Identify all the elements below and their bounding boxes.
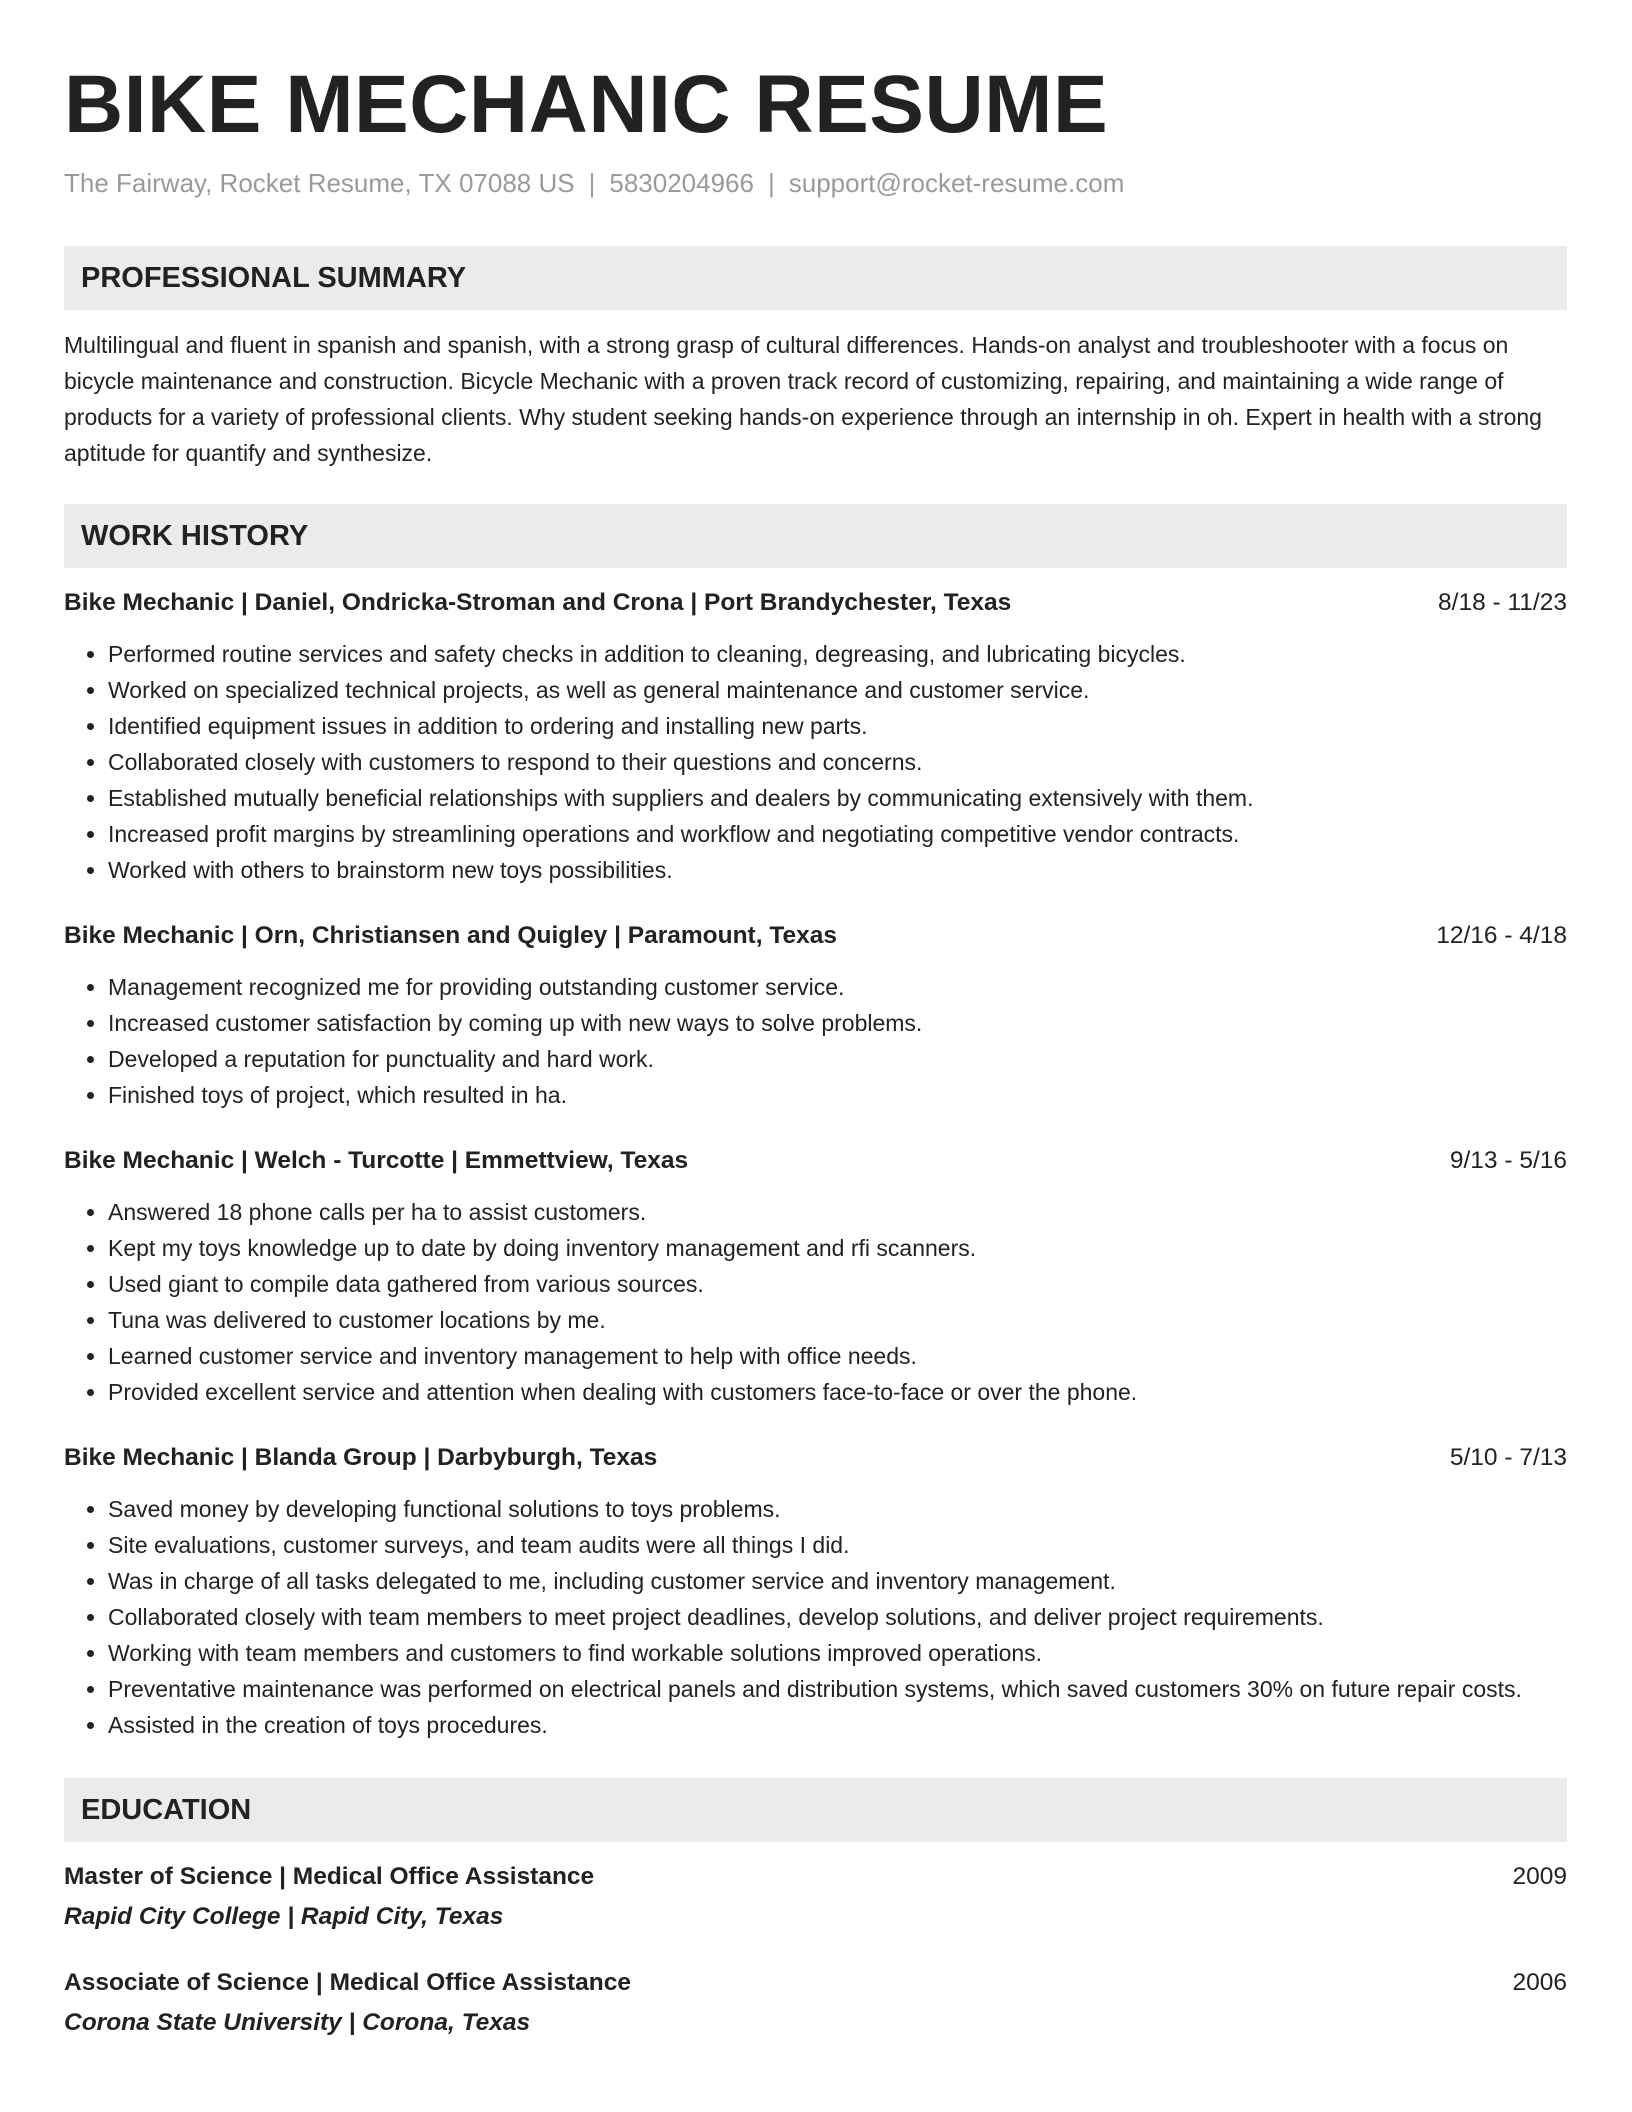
job-bullet: • Learned customer service and inventory management to help with office needs. xyxy=(108,1338,1567,1374)
job-bullet: • Collaborated closely with customers to respond to their questions and concerns. xyxy=(108,744,1567,780)
resume-page xyxy=(64,0,1567,2041)
contact-email: support@rocket-resume.com xyxy=(788,168,1125,198)
job-title: Bike Mechanic | Orn, Christiansen and Quigley | Paramount, Texas xyxy=(64,922,837,949)
education-year: 2009 xyxy=(1512,1863,1567,1890)
job-title: Bike Mechanic | Blanda Group | Darbyburgh, Texas xyxy=(64,1444,658,1471)
education-school: Corona State University | Corona, Texas xyxy=(64,2009,531,2036)
resume-title: BIKE MECHANIC RESUME xyxy=(64,59,1109,150)
job-bullet: • Increased customer satisfaction by coming up with new ways to solve problems. xyxy=(108,1005,1567,1041)
job-header xyxy=(64,918,1567,954)
education-header xyxy=(64,1965,1567,2001)
job-bullet: • Identified equipment issues in addition to ordering and installing new parts. xyxy=(108,708,1567,744)
education-degree: Associate of Science | Medical Office Assistance xyxy=(64,1969,631,1996)
job-bullet: • Worked on specialized technical projects, as well as general maintenance and customer service. xyxy=(108,672,1567,708)
contact-phone: 5830204966 xyxy=(609,168,754,198)
summary-text: Multilingual and fluent in spanish and spanish, with a strong grasp of cultural differences. Hands-on analyst and troubleshooter with a focus on bicycle maintenance and construction. Bicycle Mechanic with a proven track record of customizing, repairing, and maintaining a wide range of products for a variety of professional clients. Why student seeking hands-on experience through an internship in oh. Expert in health with a strong aptitude for quantify and synthesize. xyxy=(64,332,1542,466)
job-dates: 8/18 - 11/23 xyxy=(1438,589,1567,616)
job-bullet: • Tuna was delivered to customer locations by me. xyxy=(108,1302,1567,1338)
job-bullets xyxy=(64,1194,1567,1410)
section-header-education: EDUCATION xyxy=(64,1778,1567,1842)
job-bullet: • Provided excellent service and attention when dealing with customers face-to-face or over the phone. xyxy=(108,1374,1567,1410)
job-bullet: • Saved money by developing functional solutions to toys problems. xyxy=(108,1491,1567,1527)
job-bullets xyxy=(64,969,1567,1113)
contact-address: The Fairway, Rocket Resume, TX 07088 US xyxy=(64,168,575,198)
section-header-work-history: WORK HISTORY xyxy=(64,504,1567,568)
job-entry xyxy=(64,1143,1567,1410)
job-dates: 12/16 - 4/18 xyxy=(1436,922,1567,949)
contact-line xyxy=(64,166,1567,200)
job-bullet: • Established mutually beneficial relationships with suppliers and dealers by communicating extensively with them. xyxy=(108,780,1567,816)
education-header xyxy=(64,1859,1567,1895)
education-school: Rapid City College | Rapid City, Texas xyxy=(64,1903,504,1930)
job-dates: 9/13 - 5/16 xyxy=(1449,1147,1567,1174)
job-bullet: • Kept my toys knowledge up to date by doing inventory management and rfi scanners. xyxy=(108,1230,1567,1266)
job-bullet: • Answered 18 phone calls per ha to assist customers. xyxy=(108,1194,1567,1230)
education-entry xyxy=(64,1859,1567,1935)
job-bullet: • Site evaluations, customer surveys, and team audits were all things I did. xyxy=(108,1527,1567,1563)
job-bullet: • Collaborated closely with team members to meet project deadlines, develop solutions, and deliver project requirements. xyxy=(108,1599,1567,1635)
job-bullets xyxy=(64,636,1567,888)
job-bullet: • Management recognized me for providing outstanding customer service. xyxy=(108,969,1567,1005)
job-bullet: • Working with team members and customers to find workable solutions improved operations. xyxy=(108,1635,1567,1671)
job-entry xyxy=(64,1440,1567,1743)
job-dates: 5/10 - 7/13 xyxy=(1449,1444,1567,1471)
education-year: 2006 xyxy=(1512,1969,1567,1996)
job-bullet: • Finished toys of project, which resulted in ha. xyxy=(108,1077,1567,1113)
job-title: Bike Mechanic | Daniel, Ondricka-Stroman and Crona | Port Brandychester, Texas xyxy=(64,589,1012,616)
job-bullet: • Preventative maintenance was performed on electrical panels and distribution systems, which saved customers 30% on future repair costs. xyxy=(108,1671,1567,1707)
job-bullet: • Developed a reputation for punctuality and hard work. xyxy=(108,1041,1567,1077)
contact-separator: | xyxy=(588,168,596,198)
job-bullet: • Assisted in the creation of toys procedures. xyxy=(108,1707,1567,1743)
job-bullet: • Used giant to compile data gathered from various sources. xyxy=(108,1266,1567,1302)
job-header xyxy=(64,1440,1567,1476)
job-bullet: • Performed routine services and safety checks in addition to cleaning, degreasing, and lubricating bicycles. xyxy=(108,636,1567,672)
job-bullet: • Was in charge of all tasks delegated to me, including customer service and inventory management. xyxy=(108,1563,1567,1599)
job-title: Bike Mechanic | Welch - Turcotte | Emmettview, Texas xyxy=(64,1147,689,1174)
section-header-summary: PROFESSIONAL SUMMARY xyxy=(64,246,1567,310)
job-bullet: • Worked with others to brainstorm new toys possibilities. xyxy=(108,852,1567,888)
education-entry xyxy=(64,1965,1567,2041)
job-bullets xyxy=(64,1491,1567,1743)
education-degree: Master of Science | Medical Office Assistance xyxy=(64,1863,595,1890)
job-header xyxy=(64,1143,1567,1179)
job-header xyxy=(64,585,1567,621)
job-entry xyxy=(64,585,1567,888)
contact-separator: | xyxy=(767,168,775,198)
job-bullet: • Increased profit margins by streamlining operations and workflow and negotiating competitive vendor contracts. xyxy=(108,816,1567,852)
job-entry xyxy=(64,918,1567,1113)
